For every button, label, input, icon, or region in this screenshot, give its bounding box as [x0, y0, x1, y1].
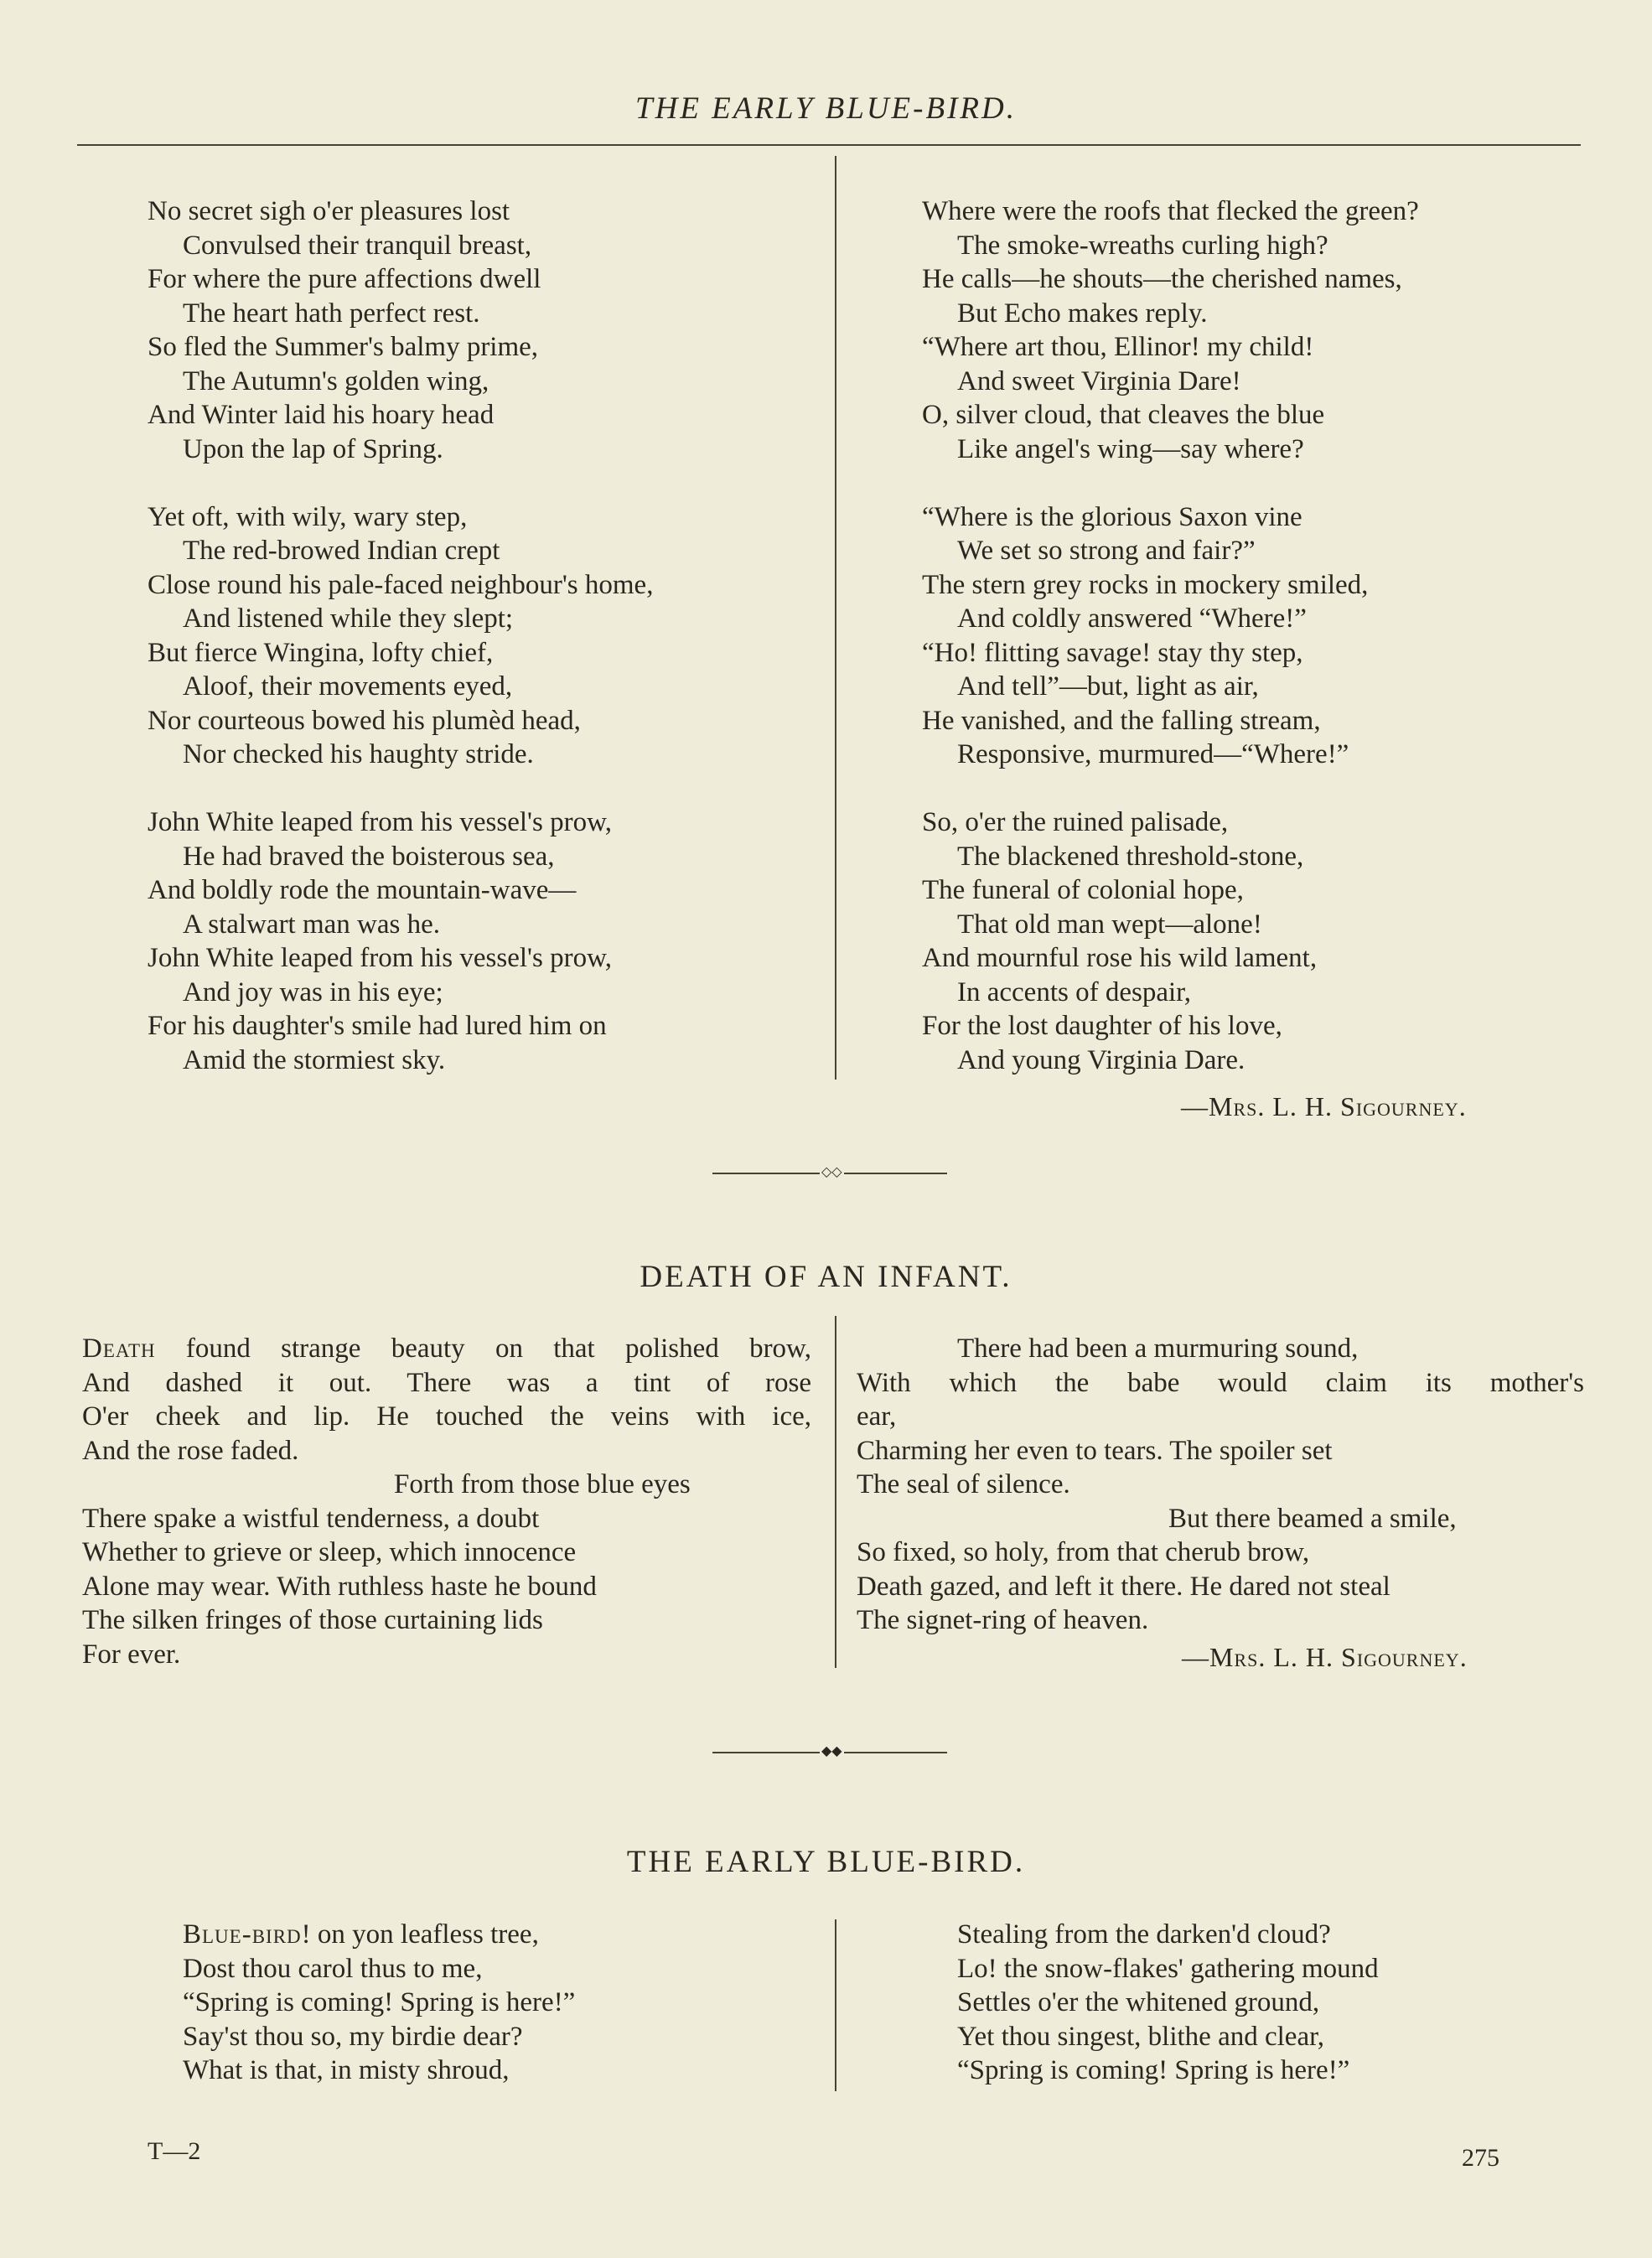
poem-line: No secret sigh o'er pleasures lost — [148, 196, 510, 226]
poem-line: So fled the Summer's balmy prime, — [148, 332, 539, 362]
stanza-break — [922, 466, 1419, 500]
poem-line: “Ho! flitting savage! stay thy step, — [922, 637, 1303, 668]
poem-line: “Where art thou, Ellinor! my child! — [922, 332, 1314, 362]
poem-line: That old man wept—alone! — [957, 909, 1262, 940]
lead-word: Blue-bird — [183, 1919, 302, 1950]
stanza-break — [148, 466, 653, 500]
ornament-rule-1 — [712, 1165, 947, 1179]
poem-line: And tell”—but, light as air, — [957, 671, 1259, 702]
poem-line: The stern grey rocks in mockery smiled, — [922, 569, 1369, 600]
verse-line: And dashed it out. There was a tint of rose — [82, 1367, 811, 1398]
poem-line: Aloof, their movements eyed, — [183, 671, 513, 702]
infant-right-column — [857, 1332, 1584, 1638]
verse-line: With which the babe would claim its mother's — [857, 1367, 1584, 1398]
poem-line: The red-browed Indian crept — [183, 536, 500, 566]
poem-line — [183, 1918, 575, 1952]
poem1-attribution: —Mrs. L. H. Sigourney. — [1181, 1091, 1467, 1121]
bluebird-left-column — [183, 1918, 575, 2088]
ornament-knot-icon: ◆◆ — [821, 1744, 842, 1758]
death-of-infant-title: DEATH OF AN INFANT. — [640, 1260, 1012, 1294]
verse-line: O'er cheek and lip. He touched the veins with ice, — [82, 1401, 811, 1432]
verse-line: Whether to grieve or sleep, which innocence — [82, 1537, 577, 1567]
poem-line: “Spring is coming! Spring is here!” — [183, 1987, 576, 2017]
poem-line: Nor checked his haughty stride. — [183, 739, 534, 769]
poem-line: Dost thou carol thus to me, — [183, 1953, 483, 1984]
infant-attribution: —Mrs. L. H. Sigourney. — [1182, 1642, 1468, 1672]
verse-line — [82, 1332, 811, 1366]
header-rule — [77, 144, 1581, 146]
poem-line: For his daughter's smile had lured him on — [148, 1011, 607, 1041]
poem-line: Convulsed their tranquil breast, — [183, 230, 532, 261]
poem1-right-column — [922, 194, 1419, 1077]
poem-line: And joy was in his eye; — [183, 976, 443, 1007]
page-number: 275 — [1462, 2144, 1499, 2172]
poem-line: Lo! the snow-flakes' gathering mound — [957, 1953, 1379, 1984]
poem-line: In accents of despair, — [957, 976, 1192, 1007]
verse-line: For ever. — [82, 1639, 181, 1670]
verse-line: The signet-ring of heaven. — [857, 1605, 1149, 1635]
poem-line: But Echo makes reply. — [957, 298, 1208, 329]
bluebird-right-column — [957, 1918, 1379, 2088]
poem-line: Settles o'er the whitened ground, — [957, 1987, 1320, 2017]
poem-line: Nor courteous bowed his plumèd head, — [148, 705, 581, 736]
line-rest: found strange beauty on that polished brow, — [155, 1334, 811, 1364]
running-head: THE EARLY BLUE-BIRD. — [635, 91, 1017, 126]
verse-line: The silken fringes of those curtaining lids — [82, 1605, 543, 1635]
poem-line: And young Virginia Dare. — [957, 1044, 1245, 1075]
poem-line: And coldly answered “Where!” — [957, 603, 1307, 634]
poem1-left-column — [148, 194, 653, 1077]
poem-line: Upon the lap of Spring. — [183, 433, 443, 464]
early-bluebird-title: THE EARLY BLUE-BIRD. — [626, 1845, 1026, 1879]
poem-line: Close round his pale-faced neighbour's home, — [148, 569, 654, 600]
poem-line: “Where is the glorious Saxon vine — [922, 501, 1302, 532]
poem-line: Amid the stormiest sky. — [183, 1044, 446, 1075]
poem-line: Yet oft, with wily, wary step, — [148, 501, 468, 532]
ornament-rule-2 — [712, 1744, 947, 1758]
poem-line: Yet thou singest, blithe and clear, — [957, 2021, 1325, 2052]
verse-line: Forth from those blue eyes — [394, 1469, 691, 1499]
poem-line: The funeral of colonial hope, — [922, 875, 1244, 905]
line-rest: ! on yon leafless tree, — [301, 1919, 539, 1950]
poem-line: But fierce Wingina, lofty chief, — [148, 637, 494, 668]
poem-line: He vanished, and the falling stream, — [922, 705, 1321, 736]
verse-line: There had been a murmuring sound, — [957, 1334, 1359, 1364]
poem-line: And mournful rose his wild lament, — [922, 943, 1318, 973]
infant-left-column — [82, 1332, 811, 1671]
verse-line: The seal of silence. — [857, 1469, 1070, 1499]
verse-line: There spake a wistful tenderness, a doubt — [82, 1503, 540, 1534]
verse-line: Death gazed, and left it there. He dared not steal — [857, 1571, 1390, 1602]
poem-line: So, o'er the ruined palisade, — [922, 807, 1229, 837]
poem-line: John White leaped from his vessel's prow, — [148, 807, 613, 837]
verse-line: Alone may wear. With ruthless haste he bound — [82, 1571, 597, 1602]
column-divider-poem1 — [835, 156, 836, 1080]
verse-line: But there beamed a smile, — [1168, 1503, 1457, 1534]
signature-mark: T—2 — [148, 2137, 201, 2165]
poem-line: Responsive, murmured—“Where!” — [957, 739, 1349, 769]
lead-word: Death — [82, 1334, 156, 1364]
verse-line: So fixed, so holy, from that cherub brow, — [857, 1537, 1310, 1567]
ornament-knot-icon: ◇◇ — [821, 1165, 842, 1179]
poem-line: And Winter laid his hoary head — [148, 400, 495, 430]
verse-line: ear, — [857, 1401, 897, 1432]
poem-line: The Autumn's golden wing, — [183, 365, 489, 396]
poem-line: Like angel's wing—say where? — [957, 433, 1304, 464]
verse-line: And the rose faded. — [82, 1435, 299, 1466]
poem-line: The heart hath perfect rest. — [183, 298, 480, 329]
column-divider-infant — [835, 1316, 836, 1668]
poem-line: And boldly rode the mountain-wave— — [148, 875, 577, 905]
poem-line: “Spring is coming! Spring is here!” — [957, 2055, 1350, 2085]
poem-line: Say'st thou so, my birdie dear? — [183, 2021, 523, 2052]
poem-line: Stealing from the darken'd cloud? — [957, 1919, 1331, 1950]
poem-line: And listened while they slept; — [183, 603, 514, 634]
poem-line: For the lost daughter of his love, — [922, 1011, 1282, 1041]
poem-line: Where were the roofs that flecked the green? — [922, 196, 1419, 226]
column-divider-bluebird — [835, 1919, 836, 2091]
poem-line: The blackened threshold-stone, — [957, 841, 1304, 872]
poem-line: O, silver cloud, that cleaves the blue — [922, 400, 1325, 430]
stanza-break — [922, 772, 1419, 806]
poem-line: For where the pure affections dwell — [148, 264, 541, 294]
poem-line: And sweet Virginia Dare! — [957, 365, 1241, 396]
poem-line: What is that, in misty shroud, — [183, 2055, 510, 2085]
poem-line: We set so strong and fair?” — [957, 536, 1256, 566]
poem-line: He had braved the boisterous sea, — [183, 841, 555, 872]
verse-line: Charming her even to tears. The spoiler set — [857, 1435, 1333, 1466]
poem-line: He calls—he shouts—the cherished names, — [922, 264, 1402, 294]
poem-line: The smoke-wreaths curling high? — [957, 230, 1328, 261]
poem-line: A stalwart man was he. — [183, 909, 441, 940]
poem-line: John White leaped from his vessel's prow, — [148, 943, 613, 973]
stanza-break — [148, 772, 653, 806]
